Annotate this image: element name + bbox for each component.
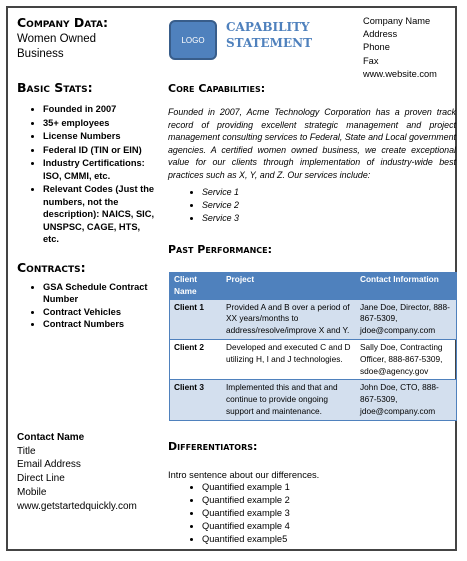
list-item: • GSA Schedule Contract Number (43, 281, 157, 306)
list-item: • Contract Vehicles (43, 306, 157, 319)
contracts-heading: Contracts: (17, 259, 86, 275)
project-cell: Provided A and B over a period of XX years/months to address/resolve/improve X and Y. (222, 299, 356, 339)
list-item: • Service 3 (202, 212, 239, 225)
services-list (168, 186, 239, 225)
left-column (17, 15, 157, 331)
contact-website: www.getstartedquickly.com (17, 500, 137, 512)
address-line: Phone (363, 42, 390, 53)
contact-name: Contact Name (17, 432, 85, 443)
address-line: Address (363, 29, 398, 40)
contact-cell: John Doe, CTO, 888-867-5309, jdoe@company.com (356, 380, 457, 420)
differentiators-heading: Differentiators: (168, 440, 258, 453)
company-value-line: Women Owned (17, 33, 97, 45)
contact-cell: Sally Doe, Contracting Officer, 888-867-5309, sdoe@agency.gov (356, 339, 457, 379)
contact-block (17, 431, 137, 513)
company-data-value (17, 32, 157, 62)
contact-direct-line: Direct Line (17, 473, 65, 485)
address-line: Company Name (363, 16, 431, 26)
project-cell: Implemented this and that and continue to provide ongoing support and maintenance. (222, 380, 356, 420)
column-header: Project (222, 273, 356, 300)
list-item: • Service 1 (202, 186, 239, 199)
contact-cell: Jane Doe, Director, 888-867-5309, jdoe@company.com (356, 299, 457, 339)
company-value-line: Business (17, 48, 64, 60)
table-row (170, 339, 457, 379)
client-cell: Client 2 (170, 339, 223, 379)
differentiators-intro: Intro sentence about our differences. (168, 470, 320, 480)
project-cell: Developed and executed C and D utilizing H, I and J technologies. (222, 339, 356, 379)
column-header: Client Name (170, 273, 223, 300)
table-row (170, 380, 457, 420)
list-item: • Quantified example 2 (202, 494, 290, 507)
title-line: CAPABILITY (226, 20, 310, 34)
page-border (6, 6, 457, 551)
table-header-row (170, 273, 457, 300)
list-item: • Quantified example5 (202, 533, 290, 546)
address-line: www.website.com (363, 68, 437, 79)
past-performance-heading: Past Performance: (168, 243, 272, 256)
list-item: • Quantified example 4 (202, 520, 290, 533)
list-item: • Quantified example 3 (202, 507, 290, 520)
list-item: • Service 2 (202, 199, 239, 212)
basic-stats-heading: Basic Stats: (17, 80, 93, 95)
client-cell: Client 1 (170, 299, 223, 339)
logo-placeholder: LOGO (169, 20, 217, 60)
list-item: • Contract Numbers (43, 318, 157, 331)
list-item: • Founded in 2007 (43, 103, 157, 116)
list-item: • Quantified example 1 (202, 481, 290, 494)
core-capabilities-heading: Core Capabilities: (168, 82, 266, 95)
contact-mobile: Mobile (17, 486, 47, 498)
contact-title: Title (17, 445, 36, 457)
list-item: • Relevant Codes (Just the numbers, not the description): NAICS, SIC, UNSPSC, CAGE, HTS, etc. (43, 183, 157, 246)
title-line: STATEMENT (226, 35, 312, 50)
column-header: Contact Information (356, 273, 457, 300)
company-data-heading: Company Data: (17, 15, 108, 30)
differentiators-list (168, 481, 290, 546)
contracts-list (17, 281, 157, 331)
list-item: • 35+ employees (43, 117, 157, 130)
table-row (170, 299, 457, 339)
address-line: Fax (363, 55, 379, 66)
list-item: • Industry Certifications: ISO, CMMI, etc. (43, 157, 157, 182)
right-column (168, 15, 458, 545)
company-address-block (363, 15, 437, 81)
client-cell: Client 3 (170, 380, 223, 420)
contact-email: Email Address (17, 459, 81, 471)
capability-statement-title (226, 20, 312, 51)
past-performance-table (169, 272, 457, 421)
list-item: • License Numbers (43, 130, 157, 143)
core-capabilities-text: Founded in 2007, Acme Technology Corporation has a proven track record of providing excellent strategic management and project management consulting services to Federal, State and Local government agencies. A certified women owned business, we create exceptional value for our clients through implementation of industry-wide best practices such as X, Y, and Z. Our services include: (168, 107, 456, 180)
basic-stats-list (17, 103, 157, 246)
list-item: • Federal ID (TIN or EIN) (43, 144, 157, 157)
